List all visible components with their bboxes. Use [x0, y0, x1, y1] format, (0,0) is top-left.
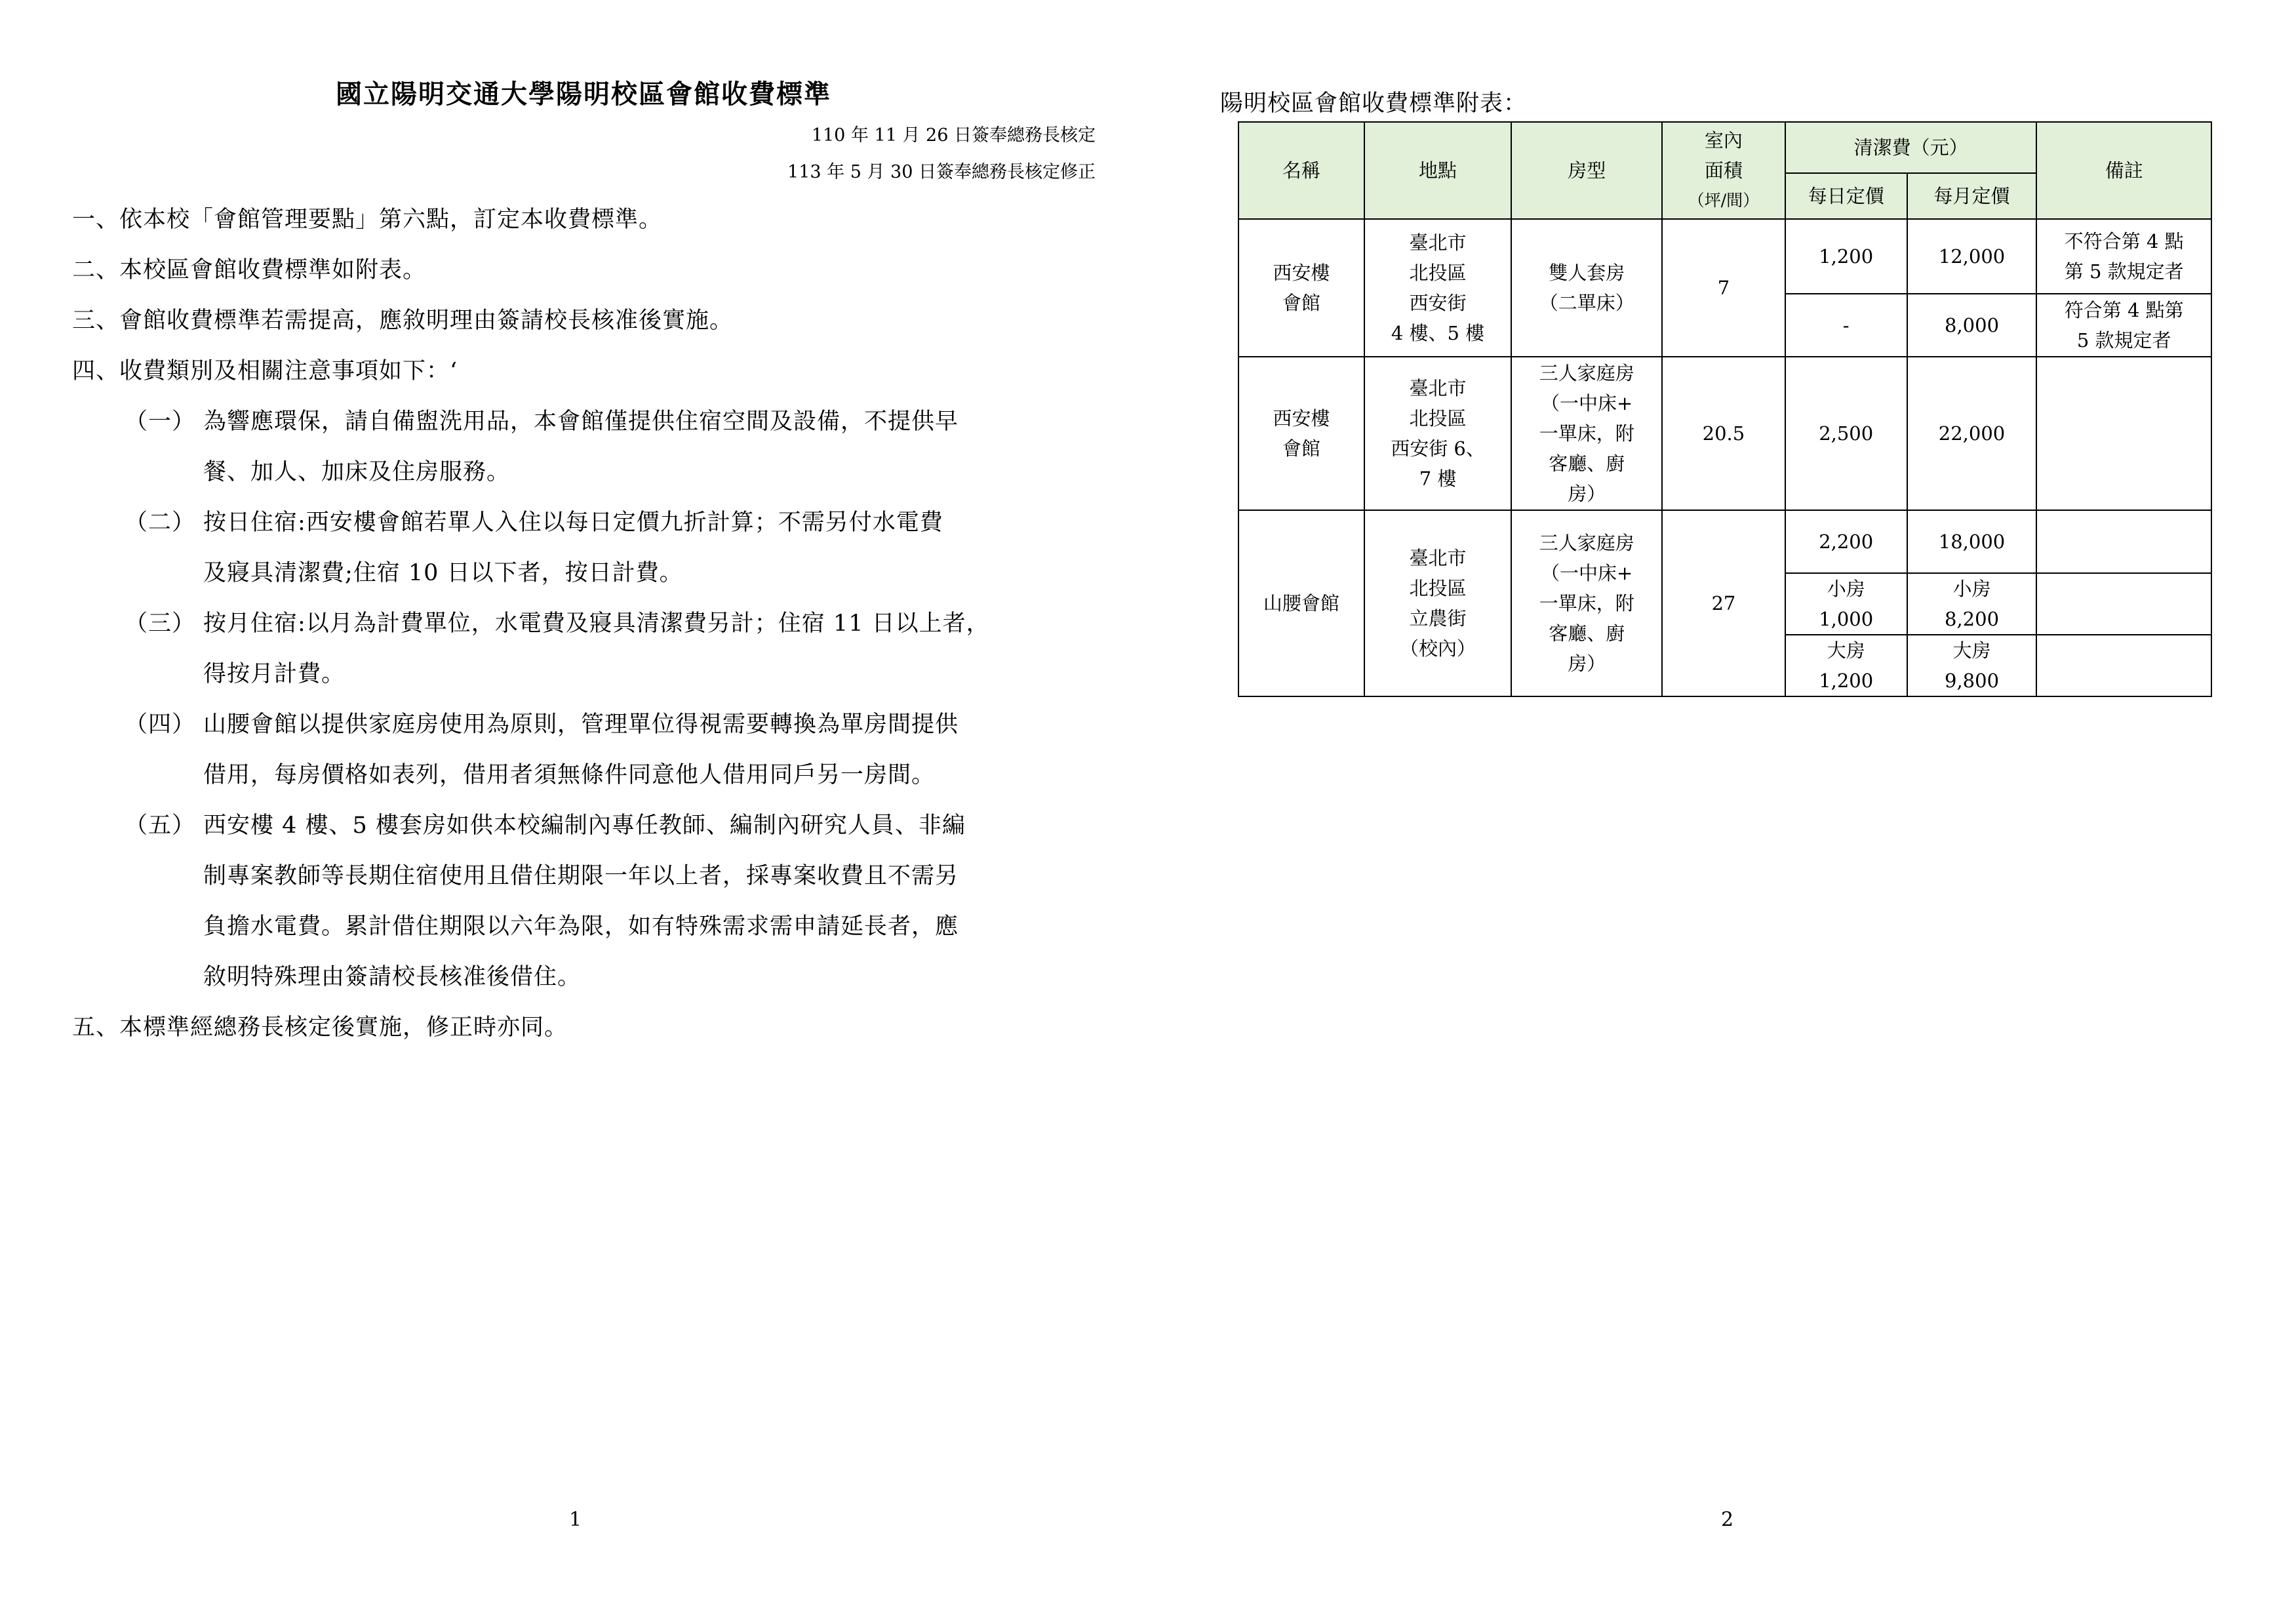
- cell-area: 7: [1662, 219, 1785, 357]
- cell-daily: 2,500: [1785, 357, 1907, 510]
- header-name: 名稱: [1238, 122, 1364, 219]
- table-row: [1238, 510, 2211, 573]
- fee-table: [1238, 121, 2212, 697]
- cell-remarks: [2036, 635, 2211, 696]
- sub-item-3-line-2: 得按月計費。: [203, 661, 346, 687]
- item-1: 一、依本校「會館管理要點」第六點，訂定本收費標準。: [72, 207, 663, 233]
- approval-note-1: 110 年 11 月 26 日簽奉總務長核定: [811, 125, 1096, 146]
- header-fee: 清潔費（元）: [1785, 122, 2037, 173]
- sub-item-1-line-1: [72, 396, 959, 447]
- sub-item-4-label: （四）: [125, 711, 196, 738]
- cell-location: 臺北市 北投區 西安街 4 樓、5 樓: [1364, 219, 1512, 357]
- cell-name: 山腰會館: [1238, 510, 1364, 696]
- sub-item-5-line-3: 負擔水電費。累計借住期限以六年為限，如有特殊需求需申請延長者，應: [203, 913, 959, 940]
- page-number-1: 1: [569, 1508, 582, 1531]
- sub-item-5-line-1: [72, 800, 966, 851]
- sub-item-4-text: 山腰會館以提供家庭房使用為原則，管理單位得視需要轉換為單房間提供: [203, 711, 959, 738]
- cell-monthly: 8,000: [1907, 294, 2037, 357]
- cell-name: 西安樓 會館: [1238, 219, 1364, 357]
- cell-location: 臺北市 北投區 西安街 6、 7 樓: [1364, 357, 1512, 510]
- item-4: 四、收費類別及相關注意事項如下：‘: [72, 358, 458, 384]
- cell-room-type: 三人家庭房 （一中床+ 一單床，附 客廳、廚 房）: [1511, 510, 1662, 696]
- cell-room-type: 三人家庭房 （一中床+ 一單床，附 客廳、廚 房）: [1511, 357, 1662, 510]
- cell-monthly: 18,000: [1907, 510, 2037, 573]
- sub-item-3-line-1: [72, 598, 990, 649]
- cell-daily: 大房 1,200: [1785, 635, 1907, 696]
- approval-note-2: 113 年 5 月 30 日簽奉總務長核定修正: [787, 162, 1096, 182]
- sub-item-2-label: （二）: [125, 510, 196, 536]
- header-remarks: 備註: [2036, 122, 2211, 219]
- sub-item-5-text: 西安樓 4 樓、5 樓套房如供本校編制內專任教師、編制內研究人員、非編: [203, 812, 966, 839]
- sub-item-1-text: 為響應環保，請自備盥洗用品，本會館僅提供住宿空間及設備，不提供早: [203, 409, 959, 435]
- cell-daily: 小房 1,000: [1785, 573, 1907, 635]
- cell-location: 臺北市 北投區 立農街 （校內）: [1364, 510, 1512, 696]
- sub-item-4-line-1: [72, 699, 959, 750]
- cell-area: 20.5: [1662, 357, 1785, 510]
- sub-item-3-label: （三）: [125, 611, 196, 637]
- cell-name: 西安樓 會館: [1238, 357, 1364, 510]
- sub-item-5-line-2: 制專案教師等長期住宿使用且借住期限一年以上者，採專案收費且不需另: [203, 863, 959, 889]
- sub-item-2-text: 按日住宿:西安樓會館若單人入住以每日定價九折計算；不需另付水電費: [203, 510, 943, 536]
- cell-remarks: [2036, 510, 2211, 573]
- item-2: 二、本校區會館收費標準如附表。: [72, 257, 427, 283]
- table-row: [1238, 219, 2211, 294]
- sub-item-2-line-2: 及寢具清潔費;住宿 10 日以下者，按日計費。: [203, 560, 683, 586]
- table-row: [1238, 357, 2211, 510]
- table-header-row-1: [1238, 122, 2211, 173]
- header-area: 室內 面積 （坪/間）: [1662, 122, 1785, 219]
- sub-item-5-line-4: 敘明特殊理由簽請校長核准後借住。: [203, 964, 582, 990]
- page-2: [1148, 0, 2296, 1623]
- cell-monthly: 12,000: [1907, 219, 2037, 294]
- item-3: 三、會館收費標準若需提高，應敘明理由簽請校長核准後實施。: [72, 308, 734, 334]
- item-5: 五、本標準經總務長核定後實施，修正時亦同。: [72, 1014, 568, 1041]
- cell-remarks: [2036, 357, 2211, 510]
- cell-remarks: [2036, 573, 2211, 635]
- sub-item-1-label: （一）: [125, 409, 196, 435]
- sub-item-2-line-1: [72, 497, 943, 548]
- cell-area: 27: [1662, 510, 1785, 696]
- cell-remarks: 符合第 4 點第 5 款規定者: [2036, 294, 2211, 357]
- header-daily: 每日定價: [1785, 173, 1907, 219]
- sub-item-1-line-2: 餐、加人、加床及住房服務。: [203, 459, 511, 485]
- page-number-2: 2: [1721, 1508, 1734, 1531]
- sub-item-3-text: 按月住宿:以月為計費單位，水電費及寢具清潔費另計；住宿 11 日以上者，: [203, 611, 990, 637]
- cell-daily: -: [1785, 294, 1907, 357]
- header-monthly: 每月定價: [1907, 173, 2037, 219]
- sub-item-5-label: （五）: [125, 812, 196, 839]
- cell-room-type: 雙人套房 （二單床）: [1511, 219, 1662, 357]
- sub-item-4-line-2: 借用，每房價格如表列，借用者須無條件同意他人借用同戶另一房間。: [203, 762, 936, 788]
- document-title: 國立陽明交通大學陽明校區會館收費標準: [336, 79, 831, 110]
- cell-daily: 2,200: [1785, 510, 1907, 573]
- header-location: 地點: [1364, 122, 1512, 219]
- cell-monthly: 大房 9,800: [1907, 635, 2037, 696]
- cell-remarks: 不符合第 4 點 第 5 款規定者: [2036, 219, 2211, 294]
- cell-monthly: 小房 8,200: [1907, 573, 2037, 635]
- cell-monthly: 22,000: [1907, 357, 2037, 510]
- table-caption: 陽明校區會館收費標準附表：: [1220, 90, 1528, 117]
- cell-daily: 1,200: [1785, 219, 1907, 294]
- header-room-type: 房型: [1511, 122, 1662, 219]
